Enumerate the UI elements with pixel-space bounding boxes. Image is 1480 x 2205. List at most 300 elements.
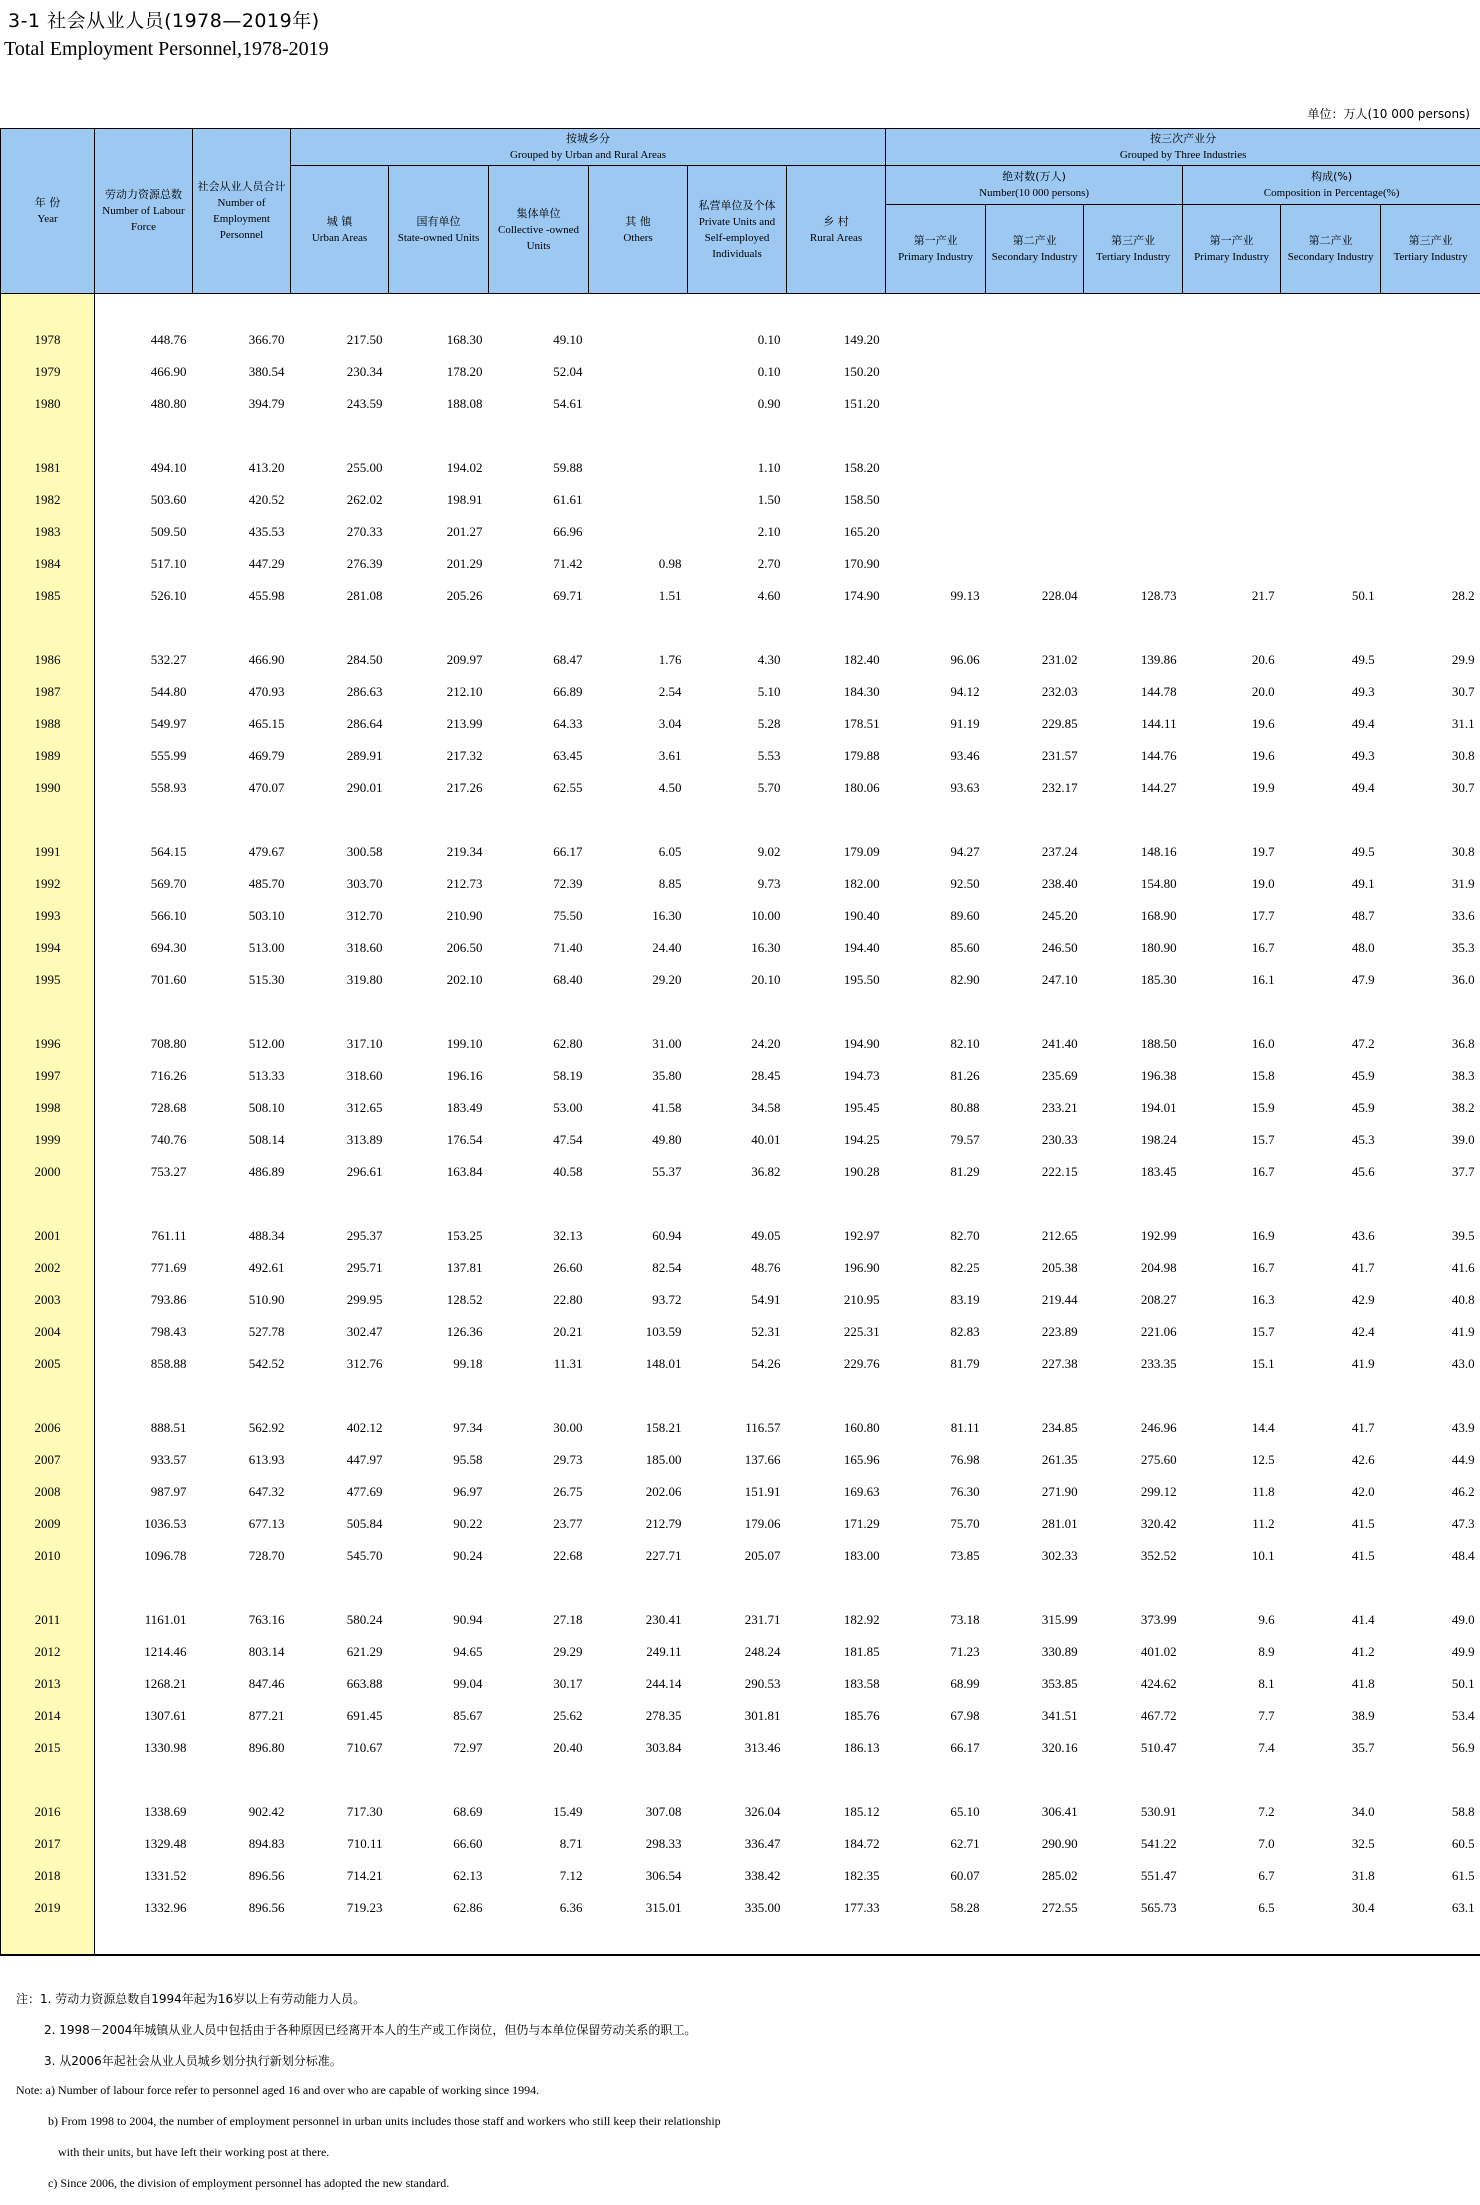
value-cell: 469.79 bbox=[248, 748, 285, 763]
value-cell: 902.42 bbox=[248, 1804, 285, 1819]
value-cell: 558.93 bbox=[150, 780, 187, 795]
table-row bbox=[1, 1028, 1480, 1060]
value-cell: 227.71 bbox=[645, 1548, 682, 1563]
value-cell: 198.91 bbox=[446, 492, 483, 507]
table-row bbox=[1, 708, 1480, 740]
value-cell: 99.04 bbox=[453, 1676, 483, 1691]
table-row bbox=[1, 836, 1480, 868]
value-cell: 91.19 bbox=[950, 716, 980, 731]
value-cell: 0.10 bbox=[757, 364, 781, 379]
value-cell: 170.90 bbox=[843, 556, 880, 571]
value-cell: 1268.21 bbox=[144, 1676, 187, 1691]
value-cell bbox=[986, 324, 1084, 356]
value-cell: 275.60 bbox=[1140, 1452, 1177, 1467]
value-cell: 174.90 bbox=[843, 588, 880, 603]
value-cell: 151.91 bbox=[744, 1484, 781, 1499]
value-cell: 44.9 bbox=[1451, 1452, 1475, 1467]
year-cell: 2017 bbox=[1, 1828, 95, 1860]
value-cell: 896.56 bbox=[248, 1868, 285, 1883]
year-cell: 2007 bbox=[1, 1444, 95, 1476]
value-cell: 233.35 bbox=[1140, 1356, 1177, 1371]
value-cell: 66.89 bbox=[553, 684, 583, 699]
value-cell bbox=[886, 356, 986, 388]
value-cell: 761.11 bbox=[151, 1228, 187, 1243]
value-cell: 245.20 bbox=[1041, 908, 1078, 923]
value-cell: 61.5 bbox=[1451, 1868, 1475, 1883]
table-row bbox=[1, 932, 1480, 964]
value-cell: 47.54 bbox=[553, 1132, 583, 1147]
value-cell: 42.9 bbox=[1351, 1292, 1375, 1307]
note-line: 3. 从2006年起社会从业人员城乡划分执行新划分标准。 bbox=[44, 2054, 342, 2068]
value-cell: 420.52 bbox=[248, 492, 285, 507]
value-cell: 229.85 bbox=[1041, 716, 1078, 731]
header-urban: 城 镇 Urban Areas bbox=[291, 166, 389, 294]
value-cell: 89.60 bbox=[950, 908, 980, 923]
value-cell: 353.85 bbox=[1041, 1676, 1078, 1691]
table-row bbox=[1, 1668, 1480, 1700]
value-cell: 41.58 bbox=[652, 1100, 682, 1115]
value-cell: 335.00 bbox=[744, 1900, 781, 1915]
value-cell: 39.5 bbox=[1451, 1228, 1475, 1243]
year-cell: 2011 bbox=[1, 1604, 95, 1636]
value-cell: 148.01 bbox=[645, 1356, 682, 1371]
value-cell: 68.69 bbox=[453, 1804, 483, 1819]
value-cell: 45.9 bbox=[1351, 1100, 1375, 1115]
value-cell: 54.26 bbox=[751, 1356, 781, 1371]
header-labour-force: 劳动力资源总数 Number of Labour Force bbox=[95, 129, 193, 294]
value-cell: 7.4 bbox=[1258, 1740, 1275, 1755]
value-cell: 8.71 bbox=[559, 1836, 583, 1851]
value-cell: 151.20 bbox=[843, 396, 880, 411]
value-cell: 205.26 bbox=[446, 588, 483, 603]
value-cell: 380.54 bbox=[248, 364, 285, 379]
value-cell: 20.0 bbox=[1251, 684, 1275, 699]
value-cell: 47.9 bbox=[1351, 972, 1375, 987]
year-cell: 1978 bbox=[1, 324, 95, 356]
value-cell bbox=[1281, 516, 1381, 548]
value-cell bbox=[886, 388, 986, 420]
value-cell: 81.11 bbox=[950, 1420, 980, 1435]
value-cell: 11.2 bbox=[1252, 1516, 1275, 1531]
year-cell: 1991 bbox=[1, 836, 95, 868]
value-cell: 82.10 bbox=[950, 1036, 980, 1051]
value-cell: 551.47 bbox=[1140, 1868, 1177, 1883]
value-cell: 17.7 bbox=[1251, 908, 1275, 923]
value-cell: 564.15 bbox=[150, 844, 187, 859]
value-cell: 7.0 bbox=[1258, 1836, 1275, 1851]
value-cell: 1329.48 bbox=[144, 1836, 187, 1851]
year-cell: 2015 bbox=[1, 1732, 95, 1764]
header-three-industries-group: 按三次产业分 Grouped by Three Industries bbox=[886, 129, 1480, 166]
value-cell: 79.57 bbox=[950, 1132, 980, 1147]
value-cell: 217.50 bbox=[346, 332, 383, 347]
value-cell: 455.98 bbox=[248, 588, 285, 603]
value-cell: 26.60 bbox=[553, 1260, 583, 1275]
value-cell: 569.70 bbox=[150, 876, 187, 891]
value-cell bbox=[986, 484, 1084, 516]
value-cell: 7.12 bbox=[559, 1868, 583, 1883]
value-cell: 562.92 bbox=[248, 1420, 285, 1435]
value-cell: 14.4 bbox=[1251, 1420, 1275, 1435]
value-cell: 302.33 bbox=[1041, 1548, 1078, 1563]
value-cell: 2.54 bbox=[658, 684, 682, 699]
value-cell: 194.25 bbox=[843, 1132, 880, 1147]
value-cell: 83.19 bbox=[950, 1292, 980, 1307]
value-cell: 505.84 bbox=[346, 1516, 383, 1531]
value-cell: 228.04 bbox=[1041, 588, 1078, 603]
value-cell: 49.05 bbox=[751, 1228, 781, 1243]
value-cell: 35.3 bbox=[1451, 940, 1475, 955]
value-cell: 177.33 bbox=[843, 1900, 880, 1915]
year-cell: 2008 bbox=[1, 1476, 95, 1508]
value-cell: 96.06 bbox=[950, 652, 980, 667]
value-cell bbox=[1381, 484, 1480, 516]
value-cell: 244.14 bbox=[645, 1676, 682, 1691]
value-cell: 896.56 bbox=[248, 1900, 285, 1915]
value-cell: 94.27 bbox=[950, 844, 980, 859]
table-body bbox=[1, 294, 1480, 1956]
value-cell: 317.10 bbox=[346, 1036, 383, 1051]
year-cell: 1995 bbox=[1, 964, 95, 996]
value-cell: 290.01 bbox=[346, 780, 383, 795]
value-cell: 555.99 bbox=[150, 748, 187, 763]
value-cell: 8.1 bbox=[1258, 1676, 1275, 1691]
value-cell: 2.70 bbox=[757, 556, 781, 571]
table-row bbox=[1, 676, 1480, 708]
value-cell: 243.59 bbox=[346, 396, 383, 411]
table-row bbox=[1, 772, 1480, 804]
table-row bbox=[1, 1508, 1480, 1540]
header-urban-rural-group: 按城乡分 Grouped by Urban and Rural Areas bbox=[291, 129, 886, 166]
value-cell: 72.39 bbox=[553, 876, 583, 891]
value-cell: 176.54 bbox=[446, 1132, 483, 1147]
value-cell: 185.30 bbox=[1140, 972, 1177, 987]
value-cell: 48.0 bbox=[1351, 940, 1375, 955]
value-cell: 183.45 bbox=[1140, 1164, 1177, 1179]
value-cell: 43.0 bbox=[1451, 1356, 1475, 1371]
value-cell: 190.28 bbox=[843, 1164, 880, 1179]
value-cell: 186.13 bbox=[843, 1740, 880, 1755]
year-cell: 2012 bbox=[1, 1636, 95, 1668]
value-cell: 182.35 bbox=[843, 1868, 880, 1883]
value-cell: 710.11 bbox=[347, 1836, 383, 1851]
value-cell: 858.88 bbox=[150, 1356, 187, 1371]
value-cell: 28.45 bbox=[751, 1068, 781, 1083]
value-cell: 542.52 bbox=[248, 1356, 285, 1371]
value-cell: 158.50 bbox=[843, 492, 880, 507]
value-cell: 15.7 bbox=[1251, 1132, 1275, 1147]
value-cell: 467.72 bbox=[1140, 1708, 1177, 1723]
value-cell: 73.85 bbox=[950, 1548, 980, 1563]
value-cell: 1096.78 bbox=[144, 1548, 187, 1563]
value-cell: 281.08 bbox=[346, 588, 383, 603]
value-cell: 20.40 bbox=[553, 1740, 583, 1755]
value-cell: 299.12 bbox=[1140, 1484, 1177, 1499]
value-cell: 204.98 bbox=[1140, 1260, 1177, 1275]
value-cell: 39.0 bbox=[1451, 1132, 1475, 1147]
value-cell: 42.6 bbox=[1351, 1452, 1375, 1467]
year-cell: 1997 bbox=[1, 1060, 95, 1092]
value-cell: 549.97 bbox=[150, 716, 187, 731]
year-cell: 2000 bbox=[1, 1156, 95, 1188]
value-cell: 66.17 bbox=[553, 844, 583, 859]
value-cell: 40.8 bbox=[1451, 1292, 1475, 1307]
value-cell: 60.5 bbox=[1451, 1836, 1475, 1851]
value-cell: 503.10 bbox=[248, 908, 285, 923]
value-cell: 338.42 bbox=[744, 1868, 781, 1883]
value-cell: 75.70 bbox=[950, 1516, 980, 1531]
value-cell: 43.6 bbox=[1351, 1228, 1375, 1243]
value-cell: 99.13 bbox=[950, 588, 980, 603]
value-cell: 90.94 bbox=[453, 1612, 483, 1627]
value-cell bbox=[886, 548, 986, 580]
value-cell: 261.35 bbox=[1041, 1452, 1078, 1467]
value-cell bbox=[986, 388, 1084, 420]
value-cell: 3.04 bbox=[658, 716, 682, 731]
table-row bbox=[1, 1476, 1480, 1508]
value-cell: 179.06 bbox=[744, 1516, 781, 1531]
value-cell: 286.63 bbox=[346, 684, 383, 699]
value-cell: 12.5 bbox=[1251, 1452, 1275, 1467]
value-cell bbox=[1281, 388, 1381, 420]
value-cell: 34.58 bbox=[751, 1100, 781, 1115]
value-cell: 530.91 bbox=[1140, 1804, 1177, 1819]
header-year: 年 份 Year bbox=[1, 129, 95, 294]
value-cell: 212.65 bbox=[1041, 1228, 1078, 1243]
value-cell: 271.90 bbox=[1041, 1484, 1078, 1499]
value-cell: 144.76 bbox=[1140, 748, 1177, 763]
value-cell: 49.10 bbox=[553, 332, 583, 347]
value-cell: 76.30 bbox=[950, 1484, 980, 1499]
value-cell: 512.00 bbox=[248, 1036, 285, 1051]
value-cell: 373.99 bbox=[1140, 1612, 1177, 1627]
value-cell: 10.00 bbox=[751, 908, 781, 923]
value-cell: 94.12 bbox=[950, 684, 980, 699]
value-cell: 270.33 bbox=[346, 524, 383, 539]
value-cell bbox=[1381, 388, 1480, 420]
value-cell: 54.61 bbox=[553, 396, 583, 411]
value-cell: 492.61 bbox=[248, 1260, 285, 1275]
year-cell: 1993 bbox=[1, 900, 95, 932]
value-cell: 22.80 bbox=[553, 1292, 583, 1307]
value-cell: 49.3 bbox=[1351, 748, 1375, 763]
value-cell: 82.54 bbox=[652, 1260, 682, 1275]
table-row bbox=[1, 1636, 1480, 1668]
value-cell: 306.41 bbox=[1041, 1804, 1078, 1819]
value-cell: 60.94 bbox=[652, 1228, 682, 1243]
value-cell: 144.78 bbox=[1140, 684, 1177, 699]
value-cell: 448.76 bbox=[150, 332, 187, 347]
value-cell: 45.6 bbox=[1351, 1164, 1375, 1179]
value-cell: 45.9 bbox=[1351, 1068, 1375, 1083]
table-row bbox=[1, 1092, 1480, 1124]
value-cell: 49.1 bbox=[1351, 876, 1375, 891]
value-cell bbox=[986, 516, 1084, 548]
value-cell: 933.57 bbox=[150, 1452, 187, 1467]
value-cell: 262.02 bbox=[346, 492, 383, 507]
value-cell: 753.27 bbox=[150, 1164, 187, 1179]
note-line: c) Since 2006, the division of employment personnel has adopted the new standard. bbox=[48, 2176, 450, 2190]
value-cell: 9.6 bbox=[1258, 1612, 1275, 1627]
value-cell: 35.80 bbox=[652, 1068, 682, 1083]
year-cell: 2002 bbox=[1, 1252, 95, 1284]
year-cell: 2018 bbox=[1, 1860, 95, 1892]
value-cell: 165.20 bbox=[843, 524, 880, 539]
value-cell: 137.66 bbox=[744, 1452, 781, 1467]
table-row bbox=[1, 1796, 1480, 1828]
value-cell: 248.24 bbox=[744, 1644, 781, 1659]
value-cell: 15.9 bbox=[1251, 1100, 1275, 1115]
value-cell: 94.65 bbox=[453, 1644, 483, 1659]
value-cell: 1214.46 bbox=[144, 1644, 187, 1659]
value-cell: 32.5 bbox=[1351, 1836, 1375, 1851]
value-cell: 35.7 bbox=[1351, 1740, 1375, 1755]
value-cell: 566.10 bbox=[150, 908, 187, 923]
value-cell: 237.24 bbox=[1041, 844, 1078, 859]
value-cell: 541.22 bbox=[1140, 1836, 1177, 1851]
value-cell bbox=[1084, 452, 1183, 484]
value-cell: 394.79 bbox=[248, 396, 285, 411]
value-cell: 196.16 bbox=[446, 1068, 483, 1083]
value-cell: 488.34 bbox=[248, 1228, 285, 1243]
value-cell: 217.32 bbox=[446, 748, 483, 763]
value-cell: 63.1 bbox=[1451, 1900, 1475, 1915]
year-cell: 2013 bbox=[1, 1668, 95, 1700]
value-cell: 5.28 bbox=[757, 716, 781, 731]
value-cell: 987.97 bbox=[150, 1484, 187, 1499]
value-cell: 50.1 bbox=[1351, 588, 1375, 603]
value-cell: 298.33 bbox=[645, 1836, 682, 1851]
value-cell: 278.35 bbox=[645, 1708, 682, 1723]
value-cell: 99.18 bbox=[453, 1356, 483, 1371]
value-cell: 66.17 bbox=[950, 1740, 980, 1755]
value-cell: 424.62 bbox=[1140, 1676, 1177, 1691]
header-tertiary-percent: 第三产业 Tertiary Industry bbox=[1381, 205, 1480, 294]
value-cell: 179.09 bbox=[843, 844, 880, 859]
note-line: 注：1. 劳动力资源总数自1994年起为16岁以上有劳动能力人员。 bbox=[16, 1992, 366, 2006]
value-cell: 52.31 bbox=[751, 1324, 781, 1339]
header-composition-group: 构成(%) Composition in Percentage(%) bbox=[1183, 166, 1480, 205]
value-cell: 307.08 bbox=[645, 1804, 682, 1819]
value-cell: 515.30 bbox=[248, 972, 285, 987]
value-cell: 413.20 bbox=[248, 460, 285, 475]
value-cell: 740.76 bbox=[150, 1132, 187, 1147]
year-cell: 1984 bbox=[1, 548, 95, 580]
value-cell: 29.9 bbox=[1451, 652, 1475, 667]
year-cell: 1996 bbox=[1, 1028, 95, 1060]
value-cell bbox=[1183, 356, 1281, 388]
value-cell: 38.9 bbox=[1351, 1708, 1375, 1723]
value-cell: 33.6 bbox=[1451, 908, 1475, 923]
value-cell: 246.96 bbox=[1140, 1420, 1177, 1435]
value-cell bbox=[1381, 516, 1480, 548]
value-cell: 82.90 bbox=[950, 972, 980, 987]
value-cell: 16.7 bbox=[1251, 1164, 1275, 1179]
value-cell: 229.76 bbox=[843, 1356, 880, 1371]
value-cell: 508.10 bbox=[248, 1100, 285, 1115]
value-cell bbox=[886, 324, 986, 356]
value-cell: 312.70 bbox=[346, 908, 383, 923]
value-cell: 15.7 bbox=[1251, 1324, 1275, 1339]
value-cell: 302.47 bbox=[346, 1324, 383, 1339]
table-row bbox=[1, 964, 1480, 996]
value-cell: 184.72 bbox=[843, 1836, 880, 1851]
value-cell: 21.7 bbox=[1251, 588, 1275, 603]
value-cell: 85.67 bbox=[453, 1708, 483, 1723]
value-cell bbox=[1183, 324, 1281, 356]
value-cell: 92.50 bbox=[950, 876, 980, 891]
value-cell: 169.63 bbox=[843, 1484, 880, 1499]
value-cell: 1330.98 bbox=[144, 1740, 187, 1755]
value-cell: 64.33 bbox=[553, 716, 583, 731]
value-cell: 29.29 bbox=[553, 1644, 583, 1659]
value-cell: 4.60 bbox=[757, 588, 781, 603]
value-cell: 7.7 bbox=[1258, 1708, 1275, 1723]
value-cell: 326.04 bbox=[744, 1804, 781, 1819]
value-cell: 71.23 bbox=[950, 1644, 980, 1659]
value-cell: 62.13 bbox=[453, 1868, 483, 1883]
value-cell bbox=[1084, 516, 1183, 548]
value-cell: 56.9 bbox=[1451, 1740, 1475, 1755]
value-cell: 139.86 bbox=[1140, 652, 1177, 667]
value-cell: 8.9 bbox=[1258, 1644, 1275, 1659]
value-cell: 284.50 bbox=[346, 652, 383, 667]
value-cell: 235.69 bbox=[1041, 1068, 1078, 1083]
value-cell: 716.26 bbox=[150, 1068, 187, 1083]
value-cell: 320.16 bbox=[1041, 1740, 1078, 1755]
header-secondary-number: 第二产业 Secondary Industry bbox=[986, 205, 1084, 294]
value-cell: 20.6 bbox=[1251, 652, 1275, 667]
value-cell: 9.02 bbox=[757, 844, 781, 859]
value-cell: 301.81 bbox=[744, 1708, 781, 1723]
value-cell: 163.84 bbox=[446, 1164, 483, 1179]
value-cell: 42.4 bbox=[1351, 1324, 1375, 1339]
value-cell: 90.24 bbox=[453, 1548, 483, 1563]
value-cell: 621.29 bbox=[346, 1644, 383, 1659]
value-cell: 81.29 bbox=[950, 1164, 980, 1179]
value-cell: 24.20 bbox=[751, 1036, 781, 1051]
value-cell: 847.46 bbox=[248, 1676, 285, 1691]
value-cell: 190.40 bbox=[843, 908, 880, 923]
value-cell: 312.76 bbox=[346, 1356, 383, 1371]
year-cell: 2003 bbox=[1, 1284, 95, 1316]
value-cell: 281.01 bbox=[1041, 1516, 1078, 1531]
value-cell: 53.4 bbox=[1451, 1708, 1475, 1723]
value-cell: 1331.52 bbox=[144, 1868, 187, 1883]
value-cell bbox=[589, 516, 688, 548]
value-cell: 36.82 bbox=[751, 1164, 781, 1179]
value-cell: 877.21 bbox=[248, 1708, 285, 1723]
value-cell: 0.10 bbox=[757, 332, 781, 347]
value-cell: 206.50 bbox=[446, 940, 483, 955]
value-cell: 6.5 bbox=[1258, 1900, 1275, 1915]
value-cell: 49.4 bbox=[1351, 716, 1375, 731]
value-cell bbox=[1381, 324, 1480, 356]
value-cell: 41.2 bbox=[1351, 1644, 1375, 1659]
value-cell: 694.30 bbox=[150, 940, 187, 955]
value-cell: 31.1 bbox=[1451, 716, 1475, 731]
value-cell: 128.73 bbox=[1140, 588, 1177, 603]
value-cell: 53.00 bbox=[553, 1100, 583, 1115]
table-row bbox=[1, 1732, 1480, 1764]
value-cell: 15.8 bbox=[1251, 1068, 1275, 1083]
value-cell: 210.95 bbox=[843, 1292, 880, 1307]
value-cell: 1036.53 bbox=[144, 1516, 187, 1531]
value-cell: 219.34 bbox=[446, 844, 483, 859]
table-row bbox=[1, 1604, 1480, 1636]
value-cell: 286.64 bbox=[346, 716, 383, 731]
value-cell: 0.90 bbox=[757, 396, 781, 411]
